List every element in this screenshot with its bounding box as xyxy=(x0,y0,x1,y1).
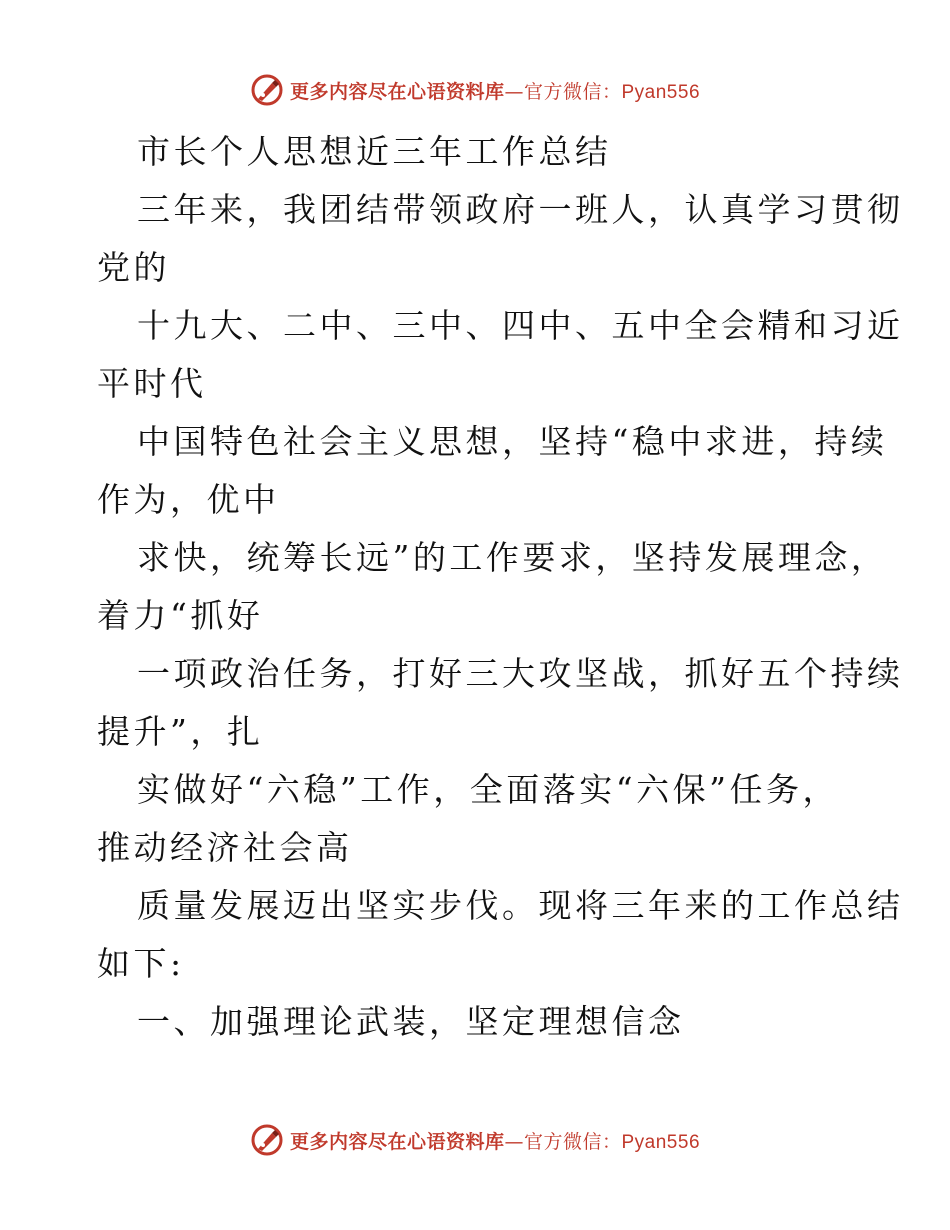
pen-logo-icon xyxy=(250,1123,284,1157)
header-brand: 更多内容尽在心语资料库 xyxy=(289,80,505,103)
text-line: 如下: xyxy=(97,944,185,983)
pen-logo-icon xyxy=(250,73,284,107)
text-line: 中国特色社会主义思想，坚持“稳中求进，持续 xyxy=(137,422,888,461)
header-wechat-id: Pyan556 xyxy=(621,81,701,103)
footer-banner xyxy=(0,1120,950,1160)
text-line: 一、加强理论武装，坚定理想信念 xyxy=(137,1002,685,1041)
text-line: 一项政治任务，打好三大攻坚战，抓好五个持续 xyxy=(137,654,904,693)
text-line: 实做好“六稳”工作，全面落实“六保”任务， xyxy=(137,770,839,809)
text-line: 平时代 xyxy=(97,364,207,403)
header-dash: — xyxy=(504,80,524,103)
header-banner-text xyxy=(290,77,700,104)
footer-brand: 更多内容尽在心语资料库 xyxy=(289,1130,505,1153)
text-line: 着力“抓好 xyxy=(97,596,264,635)
text-line: 党的 xyxy=(97,248,170,287)
text-line: 作为，优中 xyxy=(97,480,280,519)
footer-banner-text xyxy=(290,1127,700,1154)
text-line: 求快，统筹长远”的工作要求，坚持发展理念， xyxy=(137,538,888,577)
text-line: 三年来，我团结带领政府一班人，认真学习贯彻 xyxy=(137,190,904,229)
document-title: 市长个人思想近三年工作总结 xyxy=(137,132,612,171)
header-wechat-label: 官方微信： xyxy=(523,80,622,103)
text-line: 十九大、二中、三中、四中、五中全会精和习近 xyxy=(137,306,904,345)
header-banner xyxy=(0,70,950,110)
footer-wechat-id: Pyan556 xyxy=(621,1131,701,1153)
footer-dash: — xyxy=(504,1130,524,1153)
text-line: 推动经济社会高 xyxy=(97,828,353,867)
text-line: 质量发展迈出坚实步伐。现将三年来的工作总结 xyxy=(137,886,904,925)
footer-wechat-label: 官方微信： xyxy=(523,1130,622,1153)
document-body xyxy=(97,123,904,1051)
text-line: 提升”，扎 xyxy=(97,712,264,751)
